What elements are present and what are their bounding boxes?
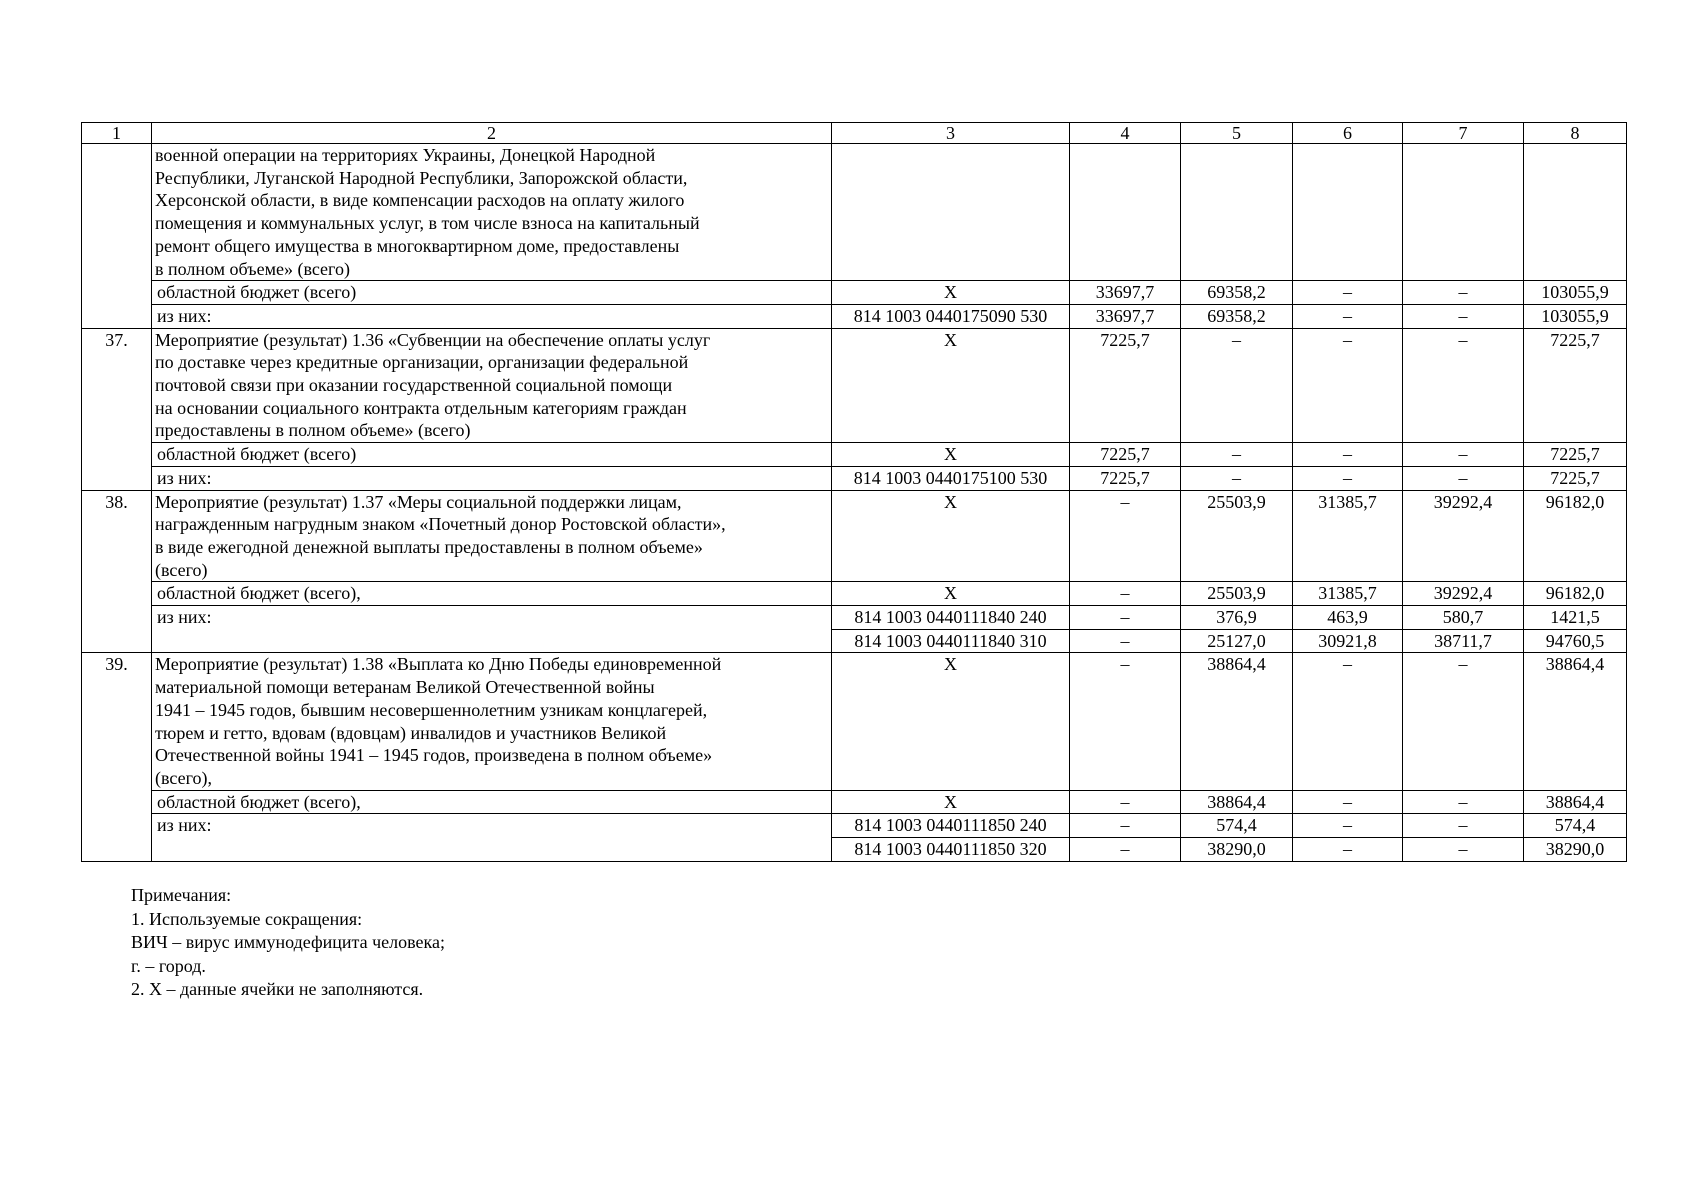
budget-label: областной бюджет (всего),	[152, 582, 832, 606]
header-cell: 8	[1524, 123, 1627, 144]
value-cell: 463,9	[1293, 606, 1403, 630]
item-description	[152, 328, 832, 443]
table-row	[82, 814, 1627, 838]
value-cell: 574,4	[1181, 814, 1293, 838]
value-cell: 580,7	[1403, 606, 1524, 630]
code-cell: X	[832, 653, 1070, 790]
row-number-cell: 37.	[82, 328, 152, 490]
value-cell: 96182,0	[1524, 490, 1627, 582]
value-cell: 7225,7	[1524, 443, 1627, 467]
value-cell: –	[1293, 304, 1403, 328]
code-cell: 814 1003 0440175100 530	[832, 466, 1070, 490]
value-cell: 38864,4	[1181, 790, 1293, 814]
description-line: материальной помощи ветеранам Великой Отечественной войны	[155, 677, 655, 698]
value-cell: –	[1403, 443, 1524, 467]
description-line: военной операции на территориях Украины, Донецкой Народной	[155, 145, 656, 165]
table-row	[82, 466, 1627, 490]
table-row	[82, 443, 1627, 467]
value-cell: 103055,9	[1524, 304, 1627, 328]
code-cell: 814 1003 0440175090 530	[832, 304, 1070, 328]
of-them-label: из них:	[152, 304, 832, 328]
row-number-cell: 39.	[82, 653, 152, 861]
note-line: 1. Используемые сокращения:	[131, 908, 363, 929]
value-cell: 25503,9	[1181, 490, 1293, 582]
header-cell: 2	[152, 123, 832, 144]
description-line: в полном объеме» (всего)	[155, 258, 350, 279]
value-cell: 38290,0	[1524, 838, 1627, 862]
description-line: помещения и коммунальных услуг, в том числе взноса на капитальный	[155, 213, 700, 234]
code-cell: X	[832, 328, 1070, 443]
value-cell: –	[1403, 328, 1524, 443]
row-number-cell: 38.	[82, 490, 152, 653]
table-row	[82, 653, 1627, 790]
value-cell: –	[1070, 490, 1181, 582]
description-line: Республики, Луганской Народной Республики, Запорожской области,	[155, 167, 688, 188]
budget-label: областной бюджет (всего),	[152, 790, 832, 814]
of-them-label: из них:	[152, 606, 832, 653]
value-cell: –	[1293, 814, 1403, 838]
value-cell: 7225,7	[1524, 466, 1627, 490]
notes-title: Примечания:	[131, 885, 232, 905]
value-cell: 94760,5	[1524, 629, 1627, 653]
notes-section	[131, 884, 445, 1002]
value-cell: –	[1293, 466, 1403, 490]
value-cell: 69358,2	[1181, 281, 1293, 305]
value-cell: 25503,9	[1181, 582, 1293, 606]
table-row	[82, 606, 1627, 630]
code-cell: 814 1003 0440111840 310	[832, 629, 1070, 653]
value-cell: –	[1181, 328, 1293, 443]
value-cell: –	[1070, 606, 1181, 630]
value-cell: 31385,7	[1293, 490, 1403, 582]
value-cell: –	[1403, 814, 1524, 838]
description-line: награжденным нагрудным знаком «Почетный донор Ростовской области»,	[155, 514, 726, 535]
description-line: по доставке через кредитные организации, организации федеральной	[155, 352, 689, 373]
value-cell: –	[1403, 281, 1524, 305]
code-cell: X	[832, 490, 1070, 582]
value-cell: –	[1070, 629, 1181, 653]
code-cell: X	[832, 281, 1070, 305]
description-line: на основании социального контракта отдельным категориям граждан	[155, 397, 687, 418]
note-line: г. – город.	[131, 955, 206, 976]
code-cell: X	[832, 790, 1070, 814]
value-cell: 7225,7	[1524, 328, 1627, 443]
value-cell: 376,9	[1181, 606, 1293, 630]
value-cell: –	[1403, 466, 1524, 490]
table-row	[82, 281, 1627, 305]
description-line: в виде ежегодной денежной выплаты предоставлены в полном объеме»	[155, 536, 703, 557]
description-line: (всего)	[155, 559, 208, 580]
value-cell: –	[1403, 653, 1524, 790]
value-cell: 1421,5	[1524, 606, 1627, 630]
header-cell: 6	[1293, 123, 1403, 144]
item-description	[152, 490, 832, 582]
code-cell: 814 1003 0440111850 240	[832, 814, 1070, 838]
value-cell	[1403, 144, 1524, 281]
header-cell: 1	[82, 123, 152, 144]
value-cell: –	[1403, 838, 1524, 862]
value-cell: 38864,4	[1524, 653, 1627, 790]
value-cell: –	[1070, 814, 1181, 838]
value-cell: 33697,7	[1070, 304, 1181, 328]
value-cell: –	[1403, 304, 1524, 328]
value-cell: 574,4	[1524, 814, 1627, 838]
code-cell	[832, 144, 1070, 281]
value-cell: –	[1070, 653, 1181, 790]
description-line: тюрем и гетто, вдовам (вдовцам) инвалидов и участников Великой	[155, 722, 667, 743]
code-cell: 814 1003 0440111840 240	[832, 606, 1070, 630]
budget-label: областной бюджет (всего)	[152, 281, 832, 305]
item-description	[152, 144, 832, 281]
code-cell: X	[832, 443, 1070, 467]
value-cell: 38290,0	[1181, 838, 1293, 862]
value-cell: 7225,7	[1070, 328, 1181, 443]
value-cell: 69358,2	[1181, 304, 1293, 328]
value-cell: 39292,4	[1403, 582, 1524, 606]
note-line: ВИЧ – вирус иммунодефицита человека;	[131, 932, 445, 952]
value-cell: –	[1293, 790, 1403, 814]
value-cell	[1293, 144, 1403, 281]
header-cell: 5	[1181, 123, 1293, 144]
description-line: ремонт общего имущества в многоквартирном доме, предоставлены	[155, 235, 680, 256]
code-cell: X	[832, 582, 1070, 606]
value-cell: –	[1070, 582, 1181, 606]
value-cell: 96182,0	[1524, 582, 1627, 606]
value-cell: 38864,4	[1524, 790, 1627, 814]
item-description	[152, 653, 832, 790]
value-cell: 25127,0	[1181, 629, 1293, 653]
value-cell: –	[1293, 443, 1403, 467]
description-line: Отечественной войны 1941 – 1945 годов, произведена в полном объеме»	[155, 745, 713, 766]
table-row	[82, 144, 1627, 281]
description-line: (всего),	[155, 767, 213, 788]
header-cell: 3	[832, 123, 1070, 144]
description-line: Мероприятие (результат) 1.38 «Выплата ко Дню Победы единовременной	[155, 654, 722, 675]
value-cell: –	[1181, 443, 1293, 467]
description-line: 1941 – 1945 годов, бывшим несовершеннолетним узникам концлагерей,	[155, 699, 708, 720]
table-row	[82, 304, 1627, 328]
header-cell: 7	[1403, 123, 1524, 144]
note-line: 2. X – данные ячейки не заполняются.	[131, 979, 424, 999]
table-row	[82, 790, 1627, 814]
value-cell: –	[1293, 653, 1403, 790]
budget-table	[81, 122, 1627, 862]
code-cell: 814 1003 0440111850 320	[832, 838, 1070, 862]
value-cell: –	[1403, 790, 1524, 814]
value-cell: –	[1293, 838, 1403, 862]
description-line: Мероприятие (результат) 1.37 «Меры социальной поддержки лицам,	[155, 491, 682, 512]
value-cell: 7225,7	[1070, 443, 1181, 467]
row-number-cell	[82, 144, 152, 329]
description-line: почтовой связи при оказании государственной социальной помощи	[155, 375, 673, 396]
value-cell: 38711,7	[1403, 629, 1524, 653]
description-line: предоставлены в полном объеме» (всего)	[155, 420, 471, 441]
description-line: Мероприятие (результат) 1.36 «Субвенции на обеспечение оплаты услуг	[155, 329, 711, 350]
value-cell: 33697,7	[1070, 281, 1181, 305]
header-cell: 4	[1070, 123, 1181, 144]
value-cell: 30921,8	[1293, 629, 1403, 653]
of-them-label: из них:	[152, 814, 832, 861]
budget-label: областной бюджет (всего)	[152, 443, 832, 467]
value-cell: –	[1181, 466, 1293, 490]
value-cell: 103055,9	[1524, 281, 1627, 305]
value-cell: –	[1070, 790, 1181, 814]
of-them-label: из них:	[152, 466, 832, 490]
table-row	[82, 582, 1627, 606]
table-header-row	[82, 123, 1627, 144]
value-cell: 7225,7	[1070, 466, 1181, 490]
value-cell: –	[1070, 838, 1181, 862]
table-row	[82, 328, 1627, 443]
value-cell: –	[1293, 281, 1403, 305]
value-cell: 31385,7	[1293, 582, 1403, 606]
value-cell: –	[1293, 328, 1403, 443]
value-cell: 38864,4	[1181, 653, 1293, 790]
value-cell	[1181, 144, 1293, 281]
description-line: Херсонской области, в виде компенсации расходов на оплату жилого	[155, 190, 685, 211]
table-row	[82, 490, 1627, 582]
value-cell: 39292,4	[1403, 490, 1524, 582]
value-cell	[1070, 144, 1181, 281]
value-cell	[1524, 144, 1627, 281]
